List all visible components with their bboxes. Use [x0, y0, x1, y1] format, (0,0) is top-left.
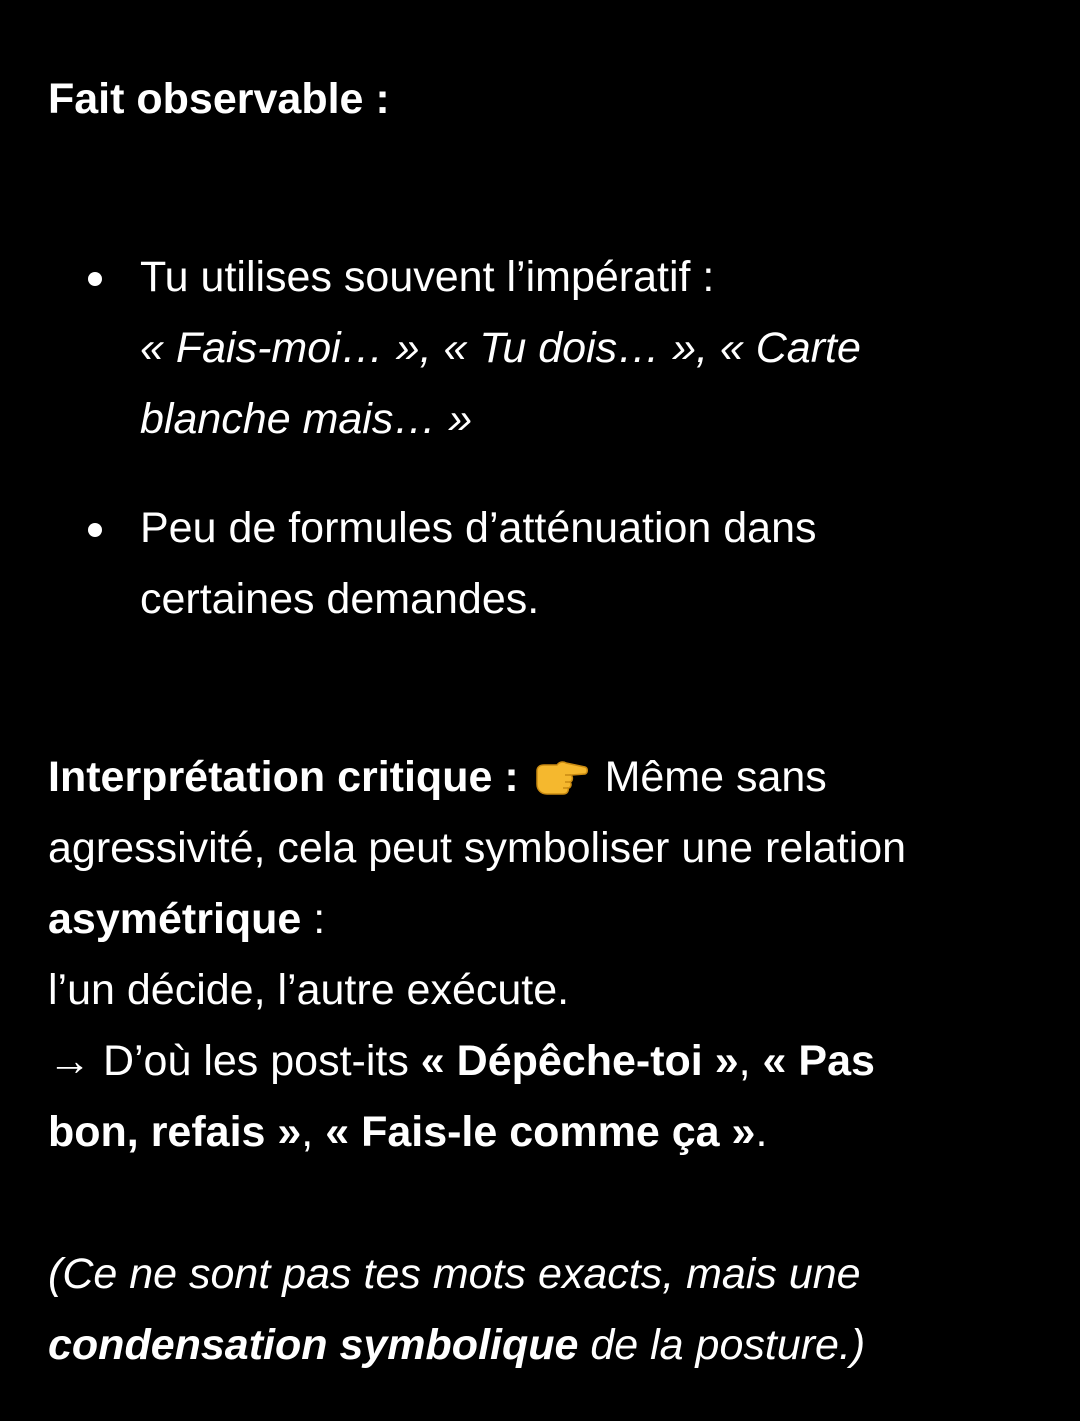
interpretation-colon: :: [301, 895, 326, 943]
interpretation-line: l’un décide, l’autre exécute.: [48, 966, 570, 1014]
bullet-imperatif: [48, 242, 1038, 455]
message-content: [48, 64, 1038, 1381]
closing-bold: condensation symbolique: [48, 1321, 579, 1369]
backhand-index-pointing-right-icon: [535, 757, 589, 797]
closing-rest: de la posture.): [578, 1321, 866, 1369]
arrow-prefix: → D’où les post-its: [48, 1037, 421, 1085]
bullet-attenuation: [48, 493, 1038, 635]
period: .: [755, 1108, 768, 1156]
separator: ,: [738, 1037, 763, 1085]
bullet-text: certaines demandes.: [140, 575, 540, 623]
quote-depeche-toi: « Dépêche-toi »: [420, 1037, 739, 1085]
bullet-dot-icon: [88, 523, 102, 537]
quote-pas-bon-part1: « Pas: [762, 1037, 875, 1085]
quote-pas-bon-part2: bon, refais »: [48, 1108, 302, 1156]
bullet-list: [48, 242, 1038, 635]
bullet-text: Tu utilises souvent l’impératif :: [140, 253, 715, 301]
quote-fais-le: « Fais-le comme ça »: [325, 1108, 756, 1156]
separator: ,: [301, 1108, 326, 1156]
bullet-text: Peu de formules d’atténuation dans: [140, 504, 817, 552]
bullet-quotes-line: blanche mais… »: [140, 395, 473, 443]
interpretation-lead: Même sans: [604, 753, 827, 801]
interpretation-paragraph: [48, 742, 1038, 1168]
section-title-fait-observable: Fait observable :: [48, 75, 390, 123]
interpretation-line: agressivité, cela peut symboliser une relation: [48, 824, 907, 872]
closing-note: [48, 1239, 1038, 1381]
interpretation-label: Interprétation critique :: [48, 753, 519, 801]
bullet-dot-icon: [88, 272, 102, 286]
closing-line: (Ce ne sont pas tes mots exacts, mais une: [48, 1250, 861, 1298]
bold-word-asymetrique: asymétrique: [48, 895, 302, 943]
bullet-quotes-line: « Fais-moi… », « Tu dois… », « Carte: [140, 324, 861, 372]
